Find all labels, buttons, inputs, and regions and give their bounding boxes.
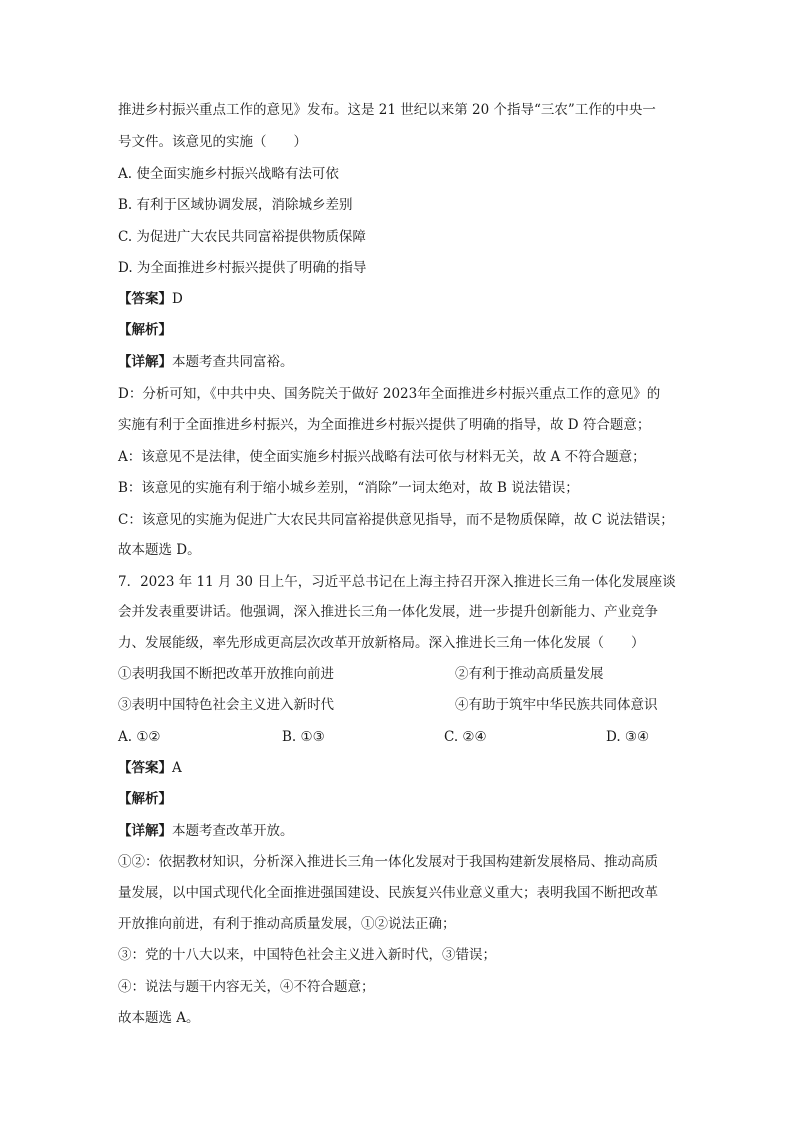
- q6-option-a: A. 使全面实施乡村振兴战略有法可依: [118, 166, 339, 182]
- q6-analysis-label: 【解析】: [118, 322, 172, 338]
- q6-explanation-line-1: D：分析可知，《中共中央、国务院关于做好 2023年全面推进乡村振兴重点工作的意见》的: [118, 386, 661, 402]
- q6-explanation-line-6: 故本题选 D。: [118, 542, 201, 558]
- q7-statement-3: ③表明中国特色社会主义进入新时代: [118, 697, 334, 713]
- q7-explanation-line-4: ③：党的十八大以来，中国特色社会主义进入新时代，③错误；: [118, 947, 496, 963]
- q7-explanation-line-3: 开放推向前进，有利于推动高质量发展，①②说法正确；: [118, 916, 456, 932]
- q6-detail-label: 【详解】: [118, 354, 172, 370]
- q6-detail-text: 本题考查共同富裕。: [172, 354, 294, 370]
- q7-stem-line-3: 力、发展能级，率先形成更高层次改革开放新格局。深入推进长三角一体化发展（ ）: [118, 635, 645, 651]
- q6-answer: [118, 289, 183, 309]
- q7-explanation-line-5: ④：说法与题干内容无关，④不符合题意；: [118, 979, 375, 995]
- q7-detail-text: 本题考查改革开放。: [172, 823, 294, 839]
- q7-choice-c: C. ②④: [444, 729, 487, 745]
- q7-statement-1: ①表明我国不断把改革开放推向前进: [118, 666, 334, 682]
- q7-choice-b: B. ①③: [282, 729, 325, 745]
- q6-explanation-line-5: C：该意见的实施为促进广大农民共同富裕提供意见指导，而不是物质保障，故 C 说法错误；: [118, 512, 674, 528]
- q7-detail-label: 【详解】: [118, 823, 172, 839]
- q6-stem-line-2: 号文件。该意见的实施（ ）: [118, 134, 307, 150]
- q7-explanation-line-1: ①②：依据教材知识，分析深入推进长三角一体化发展对于我国构建新发展格局、推动高质: [118, 854, 658, 870]
- q6-explanation-line-4: B：该意见的实施有利于缩小城乡差别，“消除”一词太绝对，故 B 说法错误；: [118, 480, 579, 496]
- q7-choice-a: A. ①②: [118, 729, 161, 745]
- q6-option-c: C. 为促进广大农民共同富裕提供物质保障: [118, 229, 366, 245]
- q7-detail: [118, 821, 294, 841]
- q6-answer-value: D: [172, 291, 183, 307]
- q7-statement-2: ②有利于推动高质量发展: [455, 666, 604, 682]
- q7-explanation-line-6: 故本题选 A。: [118, 1010, 200, 1026]
- q6-detail: [118, 352, 294, 372]
- q7-analysis-label: 【解析】: [118, 791, 172, 807]
- q7-statement-4: ④有助于筑牢中华民族共同体意识: [455, 697, 658, 713]
- q7-answer-value: A: [172, 760, 182, 776]
- q6-option-b: B. 有利于区域协调发展，消除城乡差别: [118, 197, 353, 213]
- q6-answer-label: 【答案】: [118, 291, 172, 307]
- q6-explanation-line-3: A：该意见不是法律，使全面实施乡村振兴战略有法可依与材料无关，故 A 不符合题意；: [118, 449, 646, 465]
- q7-choice-d: D. ③④: [606, 729, 650, 745]
- q7-explanation-line-2: 量发展，以中国式现代化全面推进强国建设、民族复兴伟业意义重大；表明我国不断把改革: [118, 885, 658, 901]
- q6-option-d: D. 为全面推进乡村振兴提供了明确的指导: [118, 260, 367, 276]
- q6-stem-line-1: 推进乡村振兴重点工作的意见》发布。这是 21 世纪以来第 20 个指导“三农”工作的中央一: [118, 102, 656, 118]
- q7-answer-label: 【答案】: [118, 760, 172, 776]
- q6-explanation-line-2: 实施有利于全面推进乡村振兴，为全面推进乡村振兴提供了明确的指导，故 D 符合题意；: [118, 417, 651, 433]
- q7-stem-line-2: 会并发表重要讲话。他强调，深入推进长三角一体化发展，进一步提升创新能力、产业竞争: [118, 604, 658, 620]
- q7-stem-line-1: 7．2023 年 11 月 30 日上午，习近平总书记在上海主持召开深入推进长三角一体化发展座谈: [118, 574, 676, 590]
- q7-answer: [118, 758, 182, 778]
